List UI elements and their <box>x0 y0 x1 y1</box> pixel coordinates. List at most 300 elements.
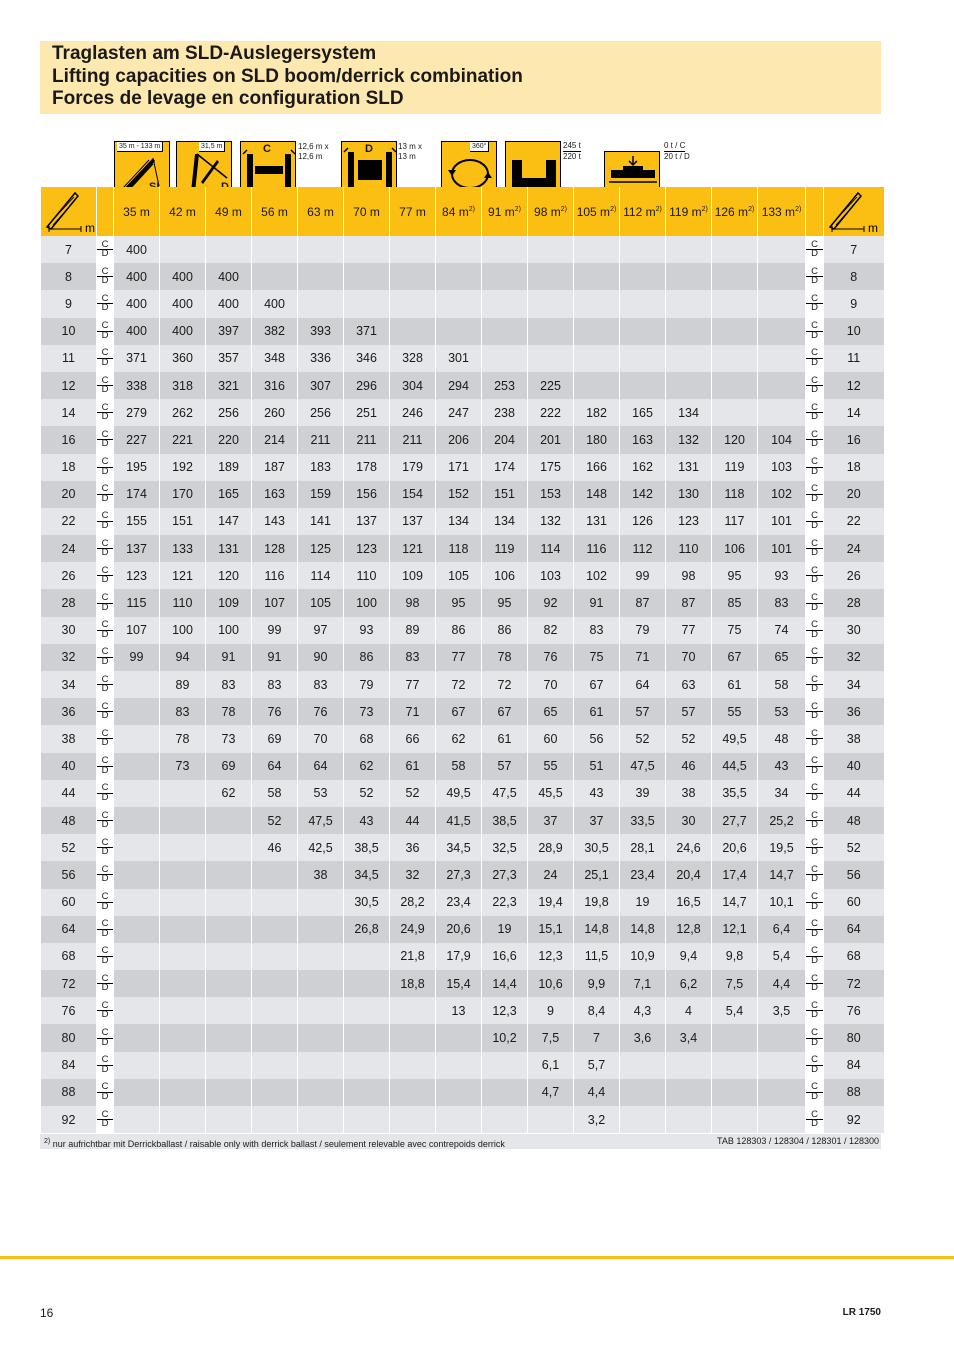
capacity-cell <box>528 345 574 372</box>
boom-length-header: 112 $m^{2)}$ <box>620 187 666 236</box>
cd-label: C D <box>806 1052 824 1079</box>
capacity-cell: 60 <box>528 725 574 752</box>
capacity-cell: 78 <box>160 725 206 752</box>
capacity-cell: 37 <box>574 807 620 834</box>
capacity-cell: 89 <box>160 671 206 698</box>
table-row <box>41 318 884 345</box>
capacity-cell <box>206 1106 252 1133</box>
cd-label: C D <box>806 725 824 752</box>
capacity-cell <box>712 1106 758 1133</box>
capacity-cell: 7,1 <box>620 970 666 997</box>
capacity-cell: 114 <box>298 562 344 589</box>
table-row <box>41 698 884 725</box>
capacity-cell: 103 <box>528 562 574 589</box>
table-row <box>41 1024 884 1051</box>
capacity-cell <box>758 263 806 290</box>
capacity-cell: 256 <box>298 399 344 426</box>
capacity-cell: 28,2 <box>390 889 436 916</box>
capacity-cell: 14,7 <box>712 889 758 916</box>
radius-cell: 20 <box>824 481 884 508</box>
capacity-cell: 211 <box>344 426 390 453</box>
radius-cell: 48 <box>824 807 884 834</box>
boom-length-header: 56 m <box>252 187 298 236</box>
capacity-cell: 23,4 <box>620 861 666 888</box>
capacity-cell: 19 <box>482 916 528 943</box>
capacity-cell <box>114 970 160 997</box>
capacity-cell: 162 <box>620 454 666 481</box>
capacity-cell: 11,5 <box>574 943 620 970</box>
capacity-cell <box>528 290 574 317</box>
capacity-cell <box>206 916 252 943</box>
capacity-cell: 27,3 <box>482 861 528 888</box>
capacity-cell <box>252 1052 298 1079</box>
table-row <box>41 1079 884 1106</box>
capacity-cell: 152 <box>436 481 482 508</box>
capacity-cell <box>160 970 206 997</box>
capacity-cell: 109 <box>206 589 252 616</box>
cd-label: C D <box>97 1024 114 1051</box>
capacity-cell: 87 <box>666 589 712 616</box>
capacity-cell: 76 <box>298 698 344 725</box>
capacity-cell <box>712 372 758 399</box>
capacity-cell <box>114 780 160 807</box>
capacity-cell <box>298 997 344 1024</box>
capacity-cell <box>666 318 712 345</box>
capacity-cell <box>574 263 620 290</box>
radius-cell: 8 <box>41 263 97 290</box>
table-row <box>41 753 884 780</box>
capacity-cell: 62 <box>206 780 252 807</box>
capacity-cell <box>344 1079 390 1106</box>
capacity-cell <box>298 916 344 943</box>
capacity-cell: 121 <box>390 535 436 562</box>
capacity-cell: 7,5 <box>528 1024 574 1051</box>
capacity-cell: 51 <box>574 753 620 780</box>
capacity-cell: 52 <box>390 780 436 807</box>
capacity-cell: 100 <box>160 617 206 644</box>
capacity-cell: 73 <box>206 725 252 752</box>
capacity-cell: 3,6 <box>620 1024 666 1051</box>
capacity-cell: 4,3 <box>620 997 666 1024</box>
capacity-cell: 130 <box>666 481 712 508</box>
capacity-cell: 49,5 <box>712 725 758 752</box>
capacity-cell: 155 <box>114 508 160 535</box>
capacity-cell <box>160 916 206 943</box>
capacity-cell: 400 <box>114 290 160 317</box>
radius-cell: 60 <box>824 889 884 916</box>
cd-label: C D <box>806 399 824 426</box>
radius-header-left <box>41 187 97 236</box>
capacity-cell: 98 <box>666 562 712 589</box>
capacity-cell: 52 <box>620 725 666 752</box>
capacity-cell: 321 <box>206 372 252 399</box>
capacity-cell: 142 <box>620 481 666 508</box>
radius-cell: 68 <box>824 943 884 970</box>
radius-cell: 26 <box>824 562 884 589</box>
boom-length-header: 77 m <box>390 187 436 236</box>
radius-cell: 38 <box>824 725 884 752</box>
cd-label: C D <box>97 236 114 263</box>
capacity-cell: 151 <box>160 508 206 535</box>
table-row <box>41 725 884 752</box>
capacity-cell: 19 <box>620 889 666 916</box>
capacity-cell: 19,5 <box>758 834 806 861</box>
cd-label: C D <box>806 426 824 453</box>
table-row <box>41 399 884 426</box>
capacity-cell: 49,5 <box>436 780 482 807</box>
capacity-cell: 10,6 <box>528 970 574 997</box>
capacity-cell: 318 <box>160 372 206 399</box>
cd-label: C D <box>806 997 824 1024</box>
capacity-cell: 238 <box>482 399 528 426</box>
capacity-cell: 57 <box>482 753 528 780</box>
cd-label: C D <box>97 399 114 426</box>
capacity-cell: 107 <box>252 589 298 616</box>
capacity-cell: 260 <box>252 399 298 426</box>
radius-cell: 52 <box>41 834 97 861</box>
capacity-cell: 27,7 <box>712 807 758 834</box>
derrick-length-label: 31,5 m <box>199 142 225 152</box>
cd-label: C D <box>97 290 114 317</box>
radius-cell: 72 <box>41 970 97 997</box>
capacity-cell: 75 <box>712 617 758 644</box>
radius-cell: 92 <box>824 1106 884 1133</box>
radius-cell: 72 <box>824 970 884 997</box>
radius-cell: 56 <box>824 861 884 888</box>
capacity-cell <box>620 1079 666 1106</box>
capacity-cell <box>344 1052 390 1079</box>
capacity-cell <box>344 236 390 263</box>
capacity-cell: 357 <box>206 345 252 372</box>
capacity-cell: 10,9 <box>620 943 666 970</box>
radius-cell: 48 <box>41 807 97 834</box>
table-row <box>41 889 884 916</box>
capacity-cell <box>712 1024 758 1051</box>
cd-label: C D <box>97 562 114 589</box>
capacity-cell: 328 <box>390 345 436 372</box>
capacity-cell: 46 <box>252 834 298 861</box>
capacity-cell: 34,5 <box>436 834 482 861</box>
capacity-cell: 154 <box>390 481 436 508</box>
capacity-cell: 400 <box>114 263 160 290</box>
capacity-cell: 38 <box>666 780 712 807</box>
capacity-cell: 131 <box>574 508 620 535</box>
capacity-cell: 65 <box>758 644 806 671</box>
capacity-cell: 62 <box>436 725 482 752</box>
capacity-cell <box>344 1106 390 1133</box>
capacity-cell: 148 <box>574 481 620 508</box>
table-row <box>41 644 884 671</box>
radius-cell: 9 <box>824 290 884 317</box>
table-row <box>41 290 884 317</box>
capacity-cell: 24 <box>528 861 574 888</box>
cd-label: C D <box>806 508 824 535</box>
capacity-cell: 14,4 <box>482 970 528 997</box>
table-row <box>41 943 884 970</box>
capacity-cell <box>666 236 712 263</box>
radius-cell: 76 <box>41 997 97 1024</box>
cd-label: C D <box>806 943 824 970</box>
capacity-cell: 44,5 <box>712 753 758 780</box>
cd-label: C D <box>97 889 114 916</box>
capacity-cell: 43 <box>758 753 806 780</box>
capacity-cell: 159 <box>298 481 344 508</box>
capacity-cell: 79 <box>620 617 666 644</box>
boom-length-header: 91 $m^{2)}$ <box>482 187 528 236</box>
capacity-cell: 109 <box>390 562 436 589</box>
capacity-cell: 165 <box>620 399 666 426</box>
capacity-cell: 134 <box>482 508 528 535</box>
capacity-cell: 400 <box>206 263 252 290</box>
capacity-cell: 25,2 <box>758 807 806 834</box>
capacity-cell <box>666 290 712 317</box>
capacity-cell: 63 <box>666 671 712 698</box>
table-row <box>41 481 884 508</box>
capacity-cell: 41,5 <box>436 807 482 834</box>
capacity-cell <box>390 1024 436 1051</box>
radius-cell: 88 <box>41 1079 97 1106</box>
capacity-cell: 67 <box>574 671 620 698</box>
radius-cell: 26 <box>41 562 97 589</box>
capacity-cell: 48 <box>758 725 806 752</box>
capacity-cell: 348 <box>252 345 298 372</box>
capacity-cell <box>298 1106 344 1133</box>
capacity-cell: 20,4 <box>666 861 712 888</box>
capacity-cell <box>390 318 436 345</box>
radius-cell: 88 <box>824 1079 884 1106</box>
boom-length-header: 35 m <box>114 187 160 236</box>
cd-label: C D <box>97 698 114 725</box>
capacity-cell: 24,9 <box>390 916 436 943</box>
capacity-cell <box>298 236 344 263</box>
capacity-cell: 4 <box>666 997 712 1024</box>
capacity-cell: 19,8 <box>574 889 620 916</box>
radius-cell: 11 <box>41 345 97 372</box>
capacity-cell: 7 <box>574 1024 620 1051</box>
footnote <box>40 1134 881 1149</box>
cd-label: C D <box>806 889 824 916</box>
boom-length-header: 105 $m^{2)}$ <box>574 187 620 236</box>
capacity-cell: 74 <box>758 617 806 644</box>
radius-cell: 34 <box>41 671 97 698</box>
table-row <box>41 454 884 481</box>
capacity-cell: 55 <box>712 698 758 725</box>
radius-cell: 14 <box>824 399 884 426</box>
capacity-cell: 251 <box>344 399 390 426</box>
radius-cell: 22 <box>41 508 97 535</box>
radius-cell: 8 <box>824 263 884 290</box>
capacity-cell: 71 <box>620 644 666 671</box>
cd-label: C D <box>806 916 824 943</box>
boom-length-header: 119 $m^{2)}$ <box>666 187 712 236</box>
bottom-rule <box>0 1256 954 1259</box>
capacity-cell <box>160 780 206 807</box>
capacity-cell: 71 <box>390 698 436 725</box>
capacity-cell: 400 <box>252 290 298 317</box>
capacity-cell: 64 <box>298 753 344 780</box>
crawler-c-dims: 12,6 m x 12,6 m <box>298 142 329 161</box>
capacity-cell <box>528 236 574 263</box>
capacity-cell: 346 <box>344 345 390 372</box>
cd-label: C D <box>97 644 114 671</box>
boom-length-header: 42 m <box>160 187 206 236</box>
capacity-cell: 83 <box>390 644 436 671</box>
cd-label: C D <box>806 236 824 263</box>
capacity-cell: 94 <box>160 644 206 671</box>
capacity-cell <box>298 1024 344 1051</box>
title-german: Traglasten am SLD-Auslegersystem <box>52 43 377 64</box>
capacity-cell: 247 <box>436 399 482 426</box>
cd-label: C D <box>806 318 824 345</box>
capacity-cell: 10,2 <box>482 1024 528 1051</box>
cd-label: C D <box>806 671 824 698</box>
cd-label: C D <box>806 372 824 399</box>
radius-cell: 76 <box>824 997 884 1024</box>
capacity-cell <box>344 263 390 290</box>
capacity-cell: 316 <box>252 372 298 399</box>
capacity-cell <box>574 290 620 317</box>
capacity-cell: 118 <box>712 481 758 508</box>
capacity-cell: 83 <box>252 671 298 698</box>
capacity-cell: 89 <box>390 617 436 644</box>
capacity-cell: 400 <box>160 263 206 290</box>
capacity-cell: 92 <box>528 589 574 616</box>
capacity-cell <box>160 889 206 916</box>
table-row <box>41 834 884 861</box>
cd-label: C D <box>97 671 114 698</box>
capacity-cell: 65 <box>528 698 574 725</box>
capacity-cell: 20,6 <box>436 916 482 943</box>
table-row <box>41 562 884 589</box>
capacity-cell: 98 <box>390 589 436 616</box>
capacity-cell: 90 <box>298 644 344 671</box>
cd-label: C D <box>806 861 824 888</box>
cd-label: C D <box>806 454 824 481</box>
capacity-cell: 22,3 <box>482 889 528 916</box>
cd-label: C D <box>806 780 824 807</box>
capacity-cell: 70 <box>666 644 712 671</box>
capacity-cell <box>758 1106 806 1133</box>
capacity-cell: 101 <box>758 535 806 562</box>
radius-cell: 34 <box>824 671 884 698</box>
capacity-cell <box>160 834 206 861</box>
crawler-d-dims: 13 m x 13 m <box>398 142 423 161</box>
capacity-cell: 112 <box>620 535 666 562</box>
capacity-cell <box>758 290 806 317</box>
capacity-cell: 220 <box>206 426 252 453</box>
capacity-cell: 72 <box>436 671 482 698</box>
cd-label: C D <box>97 1106 114 1133</box>
capacity-cell: 64 <box>252 753 298 780</box>
capacity-cell: 165 <box>206 481 252 508</box>
radius-cell: 16 <box>41 426 97 453</box>
capacity-cell: 44 <box>390 807 436 834</box>
capacity-cell <box>344 997 390 1024</box>
radius-cell: 40 <box>824 753 884 780</box>
capacity-cell: 46 <box>666 753 712 780</box>
capacity-cell <box>206 970 252 997</box>
capacity-cell <box>252 997 298 1024</box>
capacity-cell <box>114 671 160 698</box>
capacity-cell: 39 <box>620 780 666 807</box>
title-english: Lifting capacities on SLD boom/derrick combination <box>52 66 523 87</box>
capacity-cell <box>206 997 252 1024</box>
capacity-cell: 16,5 <box>666 889 712 916</box>
capacity-cell <box>160 1024 206 1051</box>
radius-cell: 12 <box>41 372 97 399</box>
radius-cell: 18 <box>824 454 884 481</box>
cd-label: C D <box>806 1106 824 1133</box>
radius-cell: 60 <box>41 889 97 916</box>
table-reference: TAB 128303 / 128304 / 128301 / 128300 <box>717 1136 879 1146</box>
capacity-cell: 93 <box>344 617 390 644</box>
capacity-cell <box>114 889 160 916</box>
capacity-cell: 101 <box>758 508 806 535</box>
radius-cell: 36 <box>824 698 884 725</box>
capacity-cell: 17,9 <box>436 943 482 970</box>
capacity-cell: 77 <box>436 644 482 671</box>
capacity-cell <box>436 318 482 345</box>
capacity-cell: 3,5 <box>758 997 806 1024</box>
capacity-cell: 166 <box>574 454 620 481</box>
capacity-cell <box>344 290 390 317</box>
capacity-cell: 34,5 <box>344 861 390 888</box>
capacity-cell: 104 <box>758 426 806 453</box>
capacity-cell: 128 <box>252 535 298 562</box>
capacity-cell: 13 <box>436 997 482 1024</box>
table-row <box>41 997 884 1024</box>
capacity-cell: 77 <box>666 617 712 644</box>
capacity-cell <box>252 943 298 970</box>
capacity-cell: 95 <box>712 562 758 589</box>
capacity-cell: 211 <box>298 426 344 453</box>
capacity-cell: 201 <box>528 426 574 453</box>
cd-label: C D <box>97 263 114 290</box>
capacity-cell <box>114 698 160 725</box>
capacity-cell: 400 <box>114 318 160 345</box>
capacity-cell: 5,4 <box>758 943 806 970</box>
capacity-cell: 106 <box>482 562 528 589</box>
cd-label: C D <box>97 861 114 888</box>
capacity-cell: 26,8 <box>344 916 390 943</box>
capacity-cell: 8,4 <box>574 997 620 1024</box>
radius-cell: 44 <box>41 780 97 807</box>
capacity-cell: 175 <box>528 454 574 481</box>
cd-label: C D <box>97 970 114 997</box>
table-row <box>41 1106 884 1133</box>
capacity-cell: 9,4 <box>666 943 712 970</box>
capacity-cell: 83 <box>160 698 206 725</box>
boom-length-header: 63 m <box>298 187 344 236</box>
cd-label: C D <box>97 426 114 453</box>
capacity-cell: 86 <box>482 617 528 644</box>
capacity-cell: 12,8 <box>666 916 712 943</box>
cd-label: C D <box>806 807 824 834</box>
capacity-cell: 163 <box>620 426 666 453</box>
capacity-cell <box>206 861 252 888</box>
c-tag: C <box>263 143 271 155</box>
model-name: LR 1750 <box>842 1307 881 1318</box>
capacity-cell: 95 <box>436 589 482 616</box>
capacity-cell: 30,5 <box>574 834 620 861</box>
capacity-cell: 87 <box>620 589 666 616</box>
capacity-cell: 120 <box>712 426 758 453</box>
capacity-cell <box>712 290 758 317</box>
capacity-cell <box>758 1052 806 1079</box>
capacity-cell: 72 <box>482 671 528 698</box>
capacity-cell: 45,5 <box>528 780 574 807</box>
capacity-cell: 15,1 <box>528 916 574 943</box>
